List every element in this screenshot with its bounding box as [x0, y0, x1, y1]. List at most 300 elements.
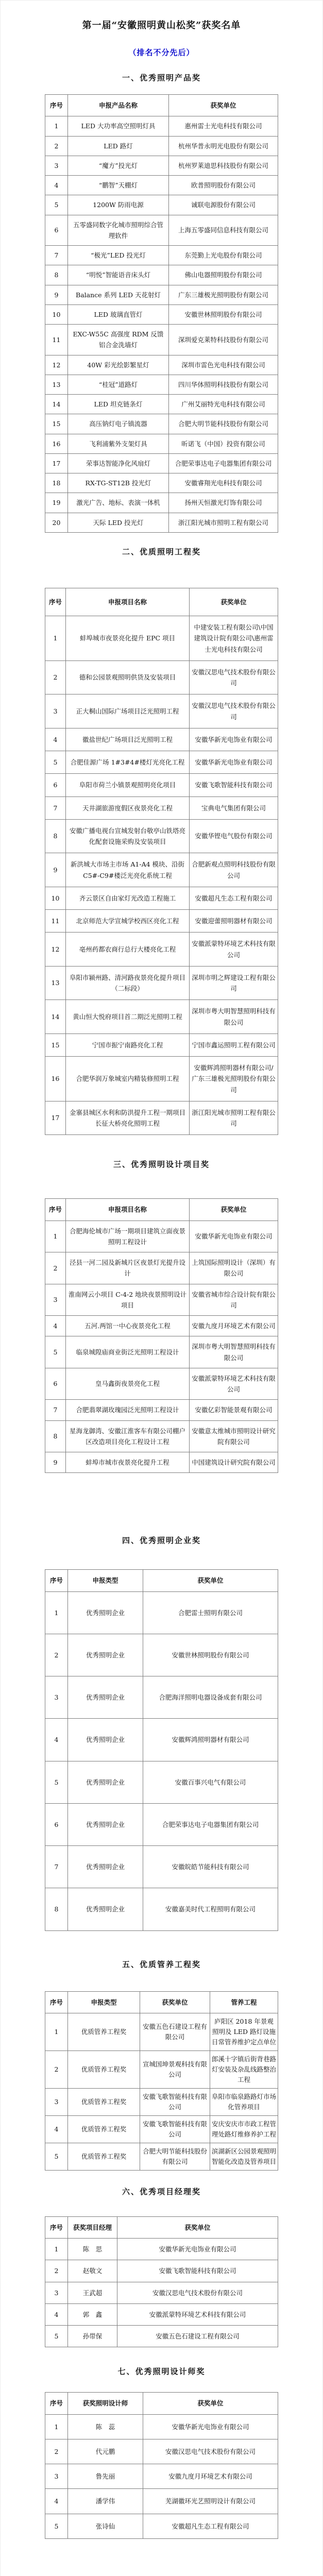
table-row: [45, 751, 278, 774]
table-row: [45, 246, 278, 265]
table-cell: 2: [45, 2439, 68, 2464]
table-cell: 中建安装工程有限公司\中国建筑设计院有限公司\惠州雷士光电科技有限公司: [190, 616, 278, 661]
table-row: [45, 1316, 278, 1336]
table-cell: “魔方”投光灯: [68, 156, 169, 175]
column-header: 获奖单位: [169, 95, 278, 116]
table-cell: “鹏智”天棚灯: [68, 176, 169, 195]
table-row: [45, 2260, 278, 2282]
table-cell: 5: [45, 1336, 66, 1368]
table-cell: 1: [45, 1221, 66, 1252]
table-cell: 陈 思: [68, 2239, 117, 2260]
award-section: [1, 1535, 322, 1930]
table-cell: 安徽五色石建设工程有限公司: [117, 2326, 278, 2347]
table-cell: 安徽九度月环境艺术有限公司: [190, 1316, 278, 1336]
column-header: 获奖单位: [190, 1199, 278, 1221]
table-cell: 2: [45, 2260, 68, 2282]
table-row: [45, 2239, 278, 2260]
table-cell: 2: [45, 2050, 68, 2088]
table-cell: 激光广告、地标、表演一体机: [68, 493, 169, 513]
table-cell: 安徽汉思电气技术股份有限公司: [143, 2439, 278, 2464]
table-cell: 优秀照明企业: [68, 1634, 143, 1676]
table-row: [45, 796, 278, 819]
award-section: [1, 72, 322, 533]
table-cell: 杭州华普永明光电股份有限公司: [169, 136, 278, 156]
table-cell: 合肥雷士照明有限公司: [143, 1591, 278, 1634]
table-row: [45, 2514, 278, 2538]
table-cell: 优秀照明企业: [68, 1888, 143, 1930]
section-heading: 一、优秀照明产品奖: [122, 73, 201, 82]
table-cell: 诚联电源股份有限公司: [169, 195, 278, 215]
table-cell: 阜阳市临泉路路灯市场化管养项目: [210, 2088, 278, 2115]
award-table: [45, 1991, 278, 2171]
table-cell: 优秀照明企业: [68, 1846, 143, 1888]
table-row: [45, 1101, 278, 1135]
table-cell: 2: [45, 660, 66, 694]
table-cell: 17: [45, 453, 68, 473]
table-cell: 3: [45, 2464, 68, 2489]
table-cell: 安徽华铿电气股份有限公司: [190, 819, 278, 853]
table-cell: 佛山电器照明股份有限公司: [169, 265, 278, 285]
table-row: [45, 1284, 278, 1316]
table-cell: EXC-W55C 高强度 RDM 反馈铝合金洗墙灯: [68, 325, 169, 355]
table-row: [45, 1221, 278, 1252]
table-row: [45, 2088, 278, 2115]
table-cell: 合肥翡翠湖玫瑰园泛光照明工程设计: [66, 1400, 190, 1420]
table-cell: 6: [45, 774, 66, 796]
table-row: [45, 1368, 278, 1400]
table-cell: 飞利浦紫外支架灯具: [68, 434, 169, 453]
table-header-row: [45, 588, 278, 616]
table-cell: RX-TG-ST12B 投光灯: [68, 473, 169, 493]
table-cell: 合肥海洋照明电器设备成套有限公司: [143, 1676, 278, 1719]
table-cell: 深圳市粤大明智慧照明科技有限公司: [190, 1000, 278, 1034]
table-row: [45, 414, 278, 434]
column-header: 序号: [45, 588, 66, 616]
table-cell: 优质管养工程奖: [68, 2115, 140, 2143]
table-cell: 五河.两馆一中心夜景亮化工程: [66, 1316, 190, 1336]
table-cell: 宁国市振宁南路亮化工程: [66, 1033, 190, 1056]
table-cell: 金寨县城区水利和防洪提升工程一期项目长征大桥亮化照明工程: [66, 1101, 190, 1135]
column-header: 序号: [45, 2216, 68, 2238]
table-row: [45, 694, 278, 728]
table-cell: 3: [45, 1676, 68, 1719]
table-cell: 13: [45, 375, 68, 394]
award-table: [45, 588, 278, 1136]
table-row: [45, 1634, 278, 1676]
table-cell: 9: [45, 1452, 66, 1473]
table-cell: 合肥大明节能科技股份有限公司: [169, 414, 278, 434]
table-cell: 天井湖旅游度假区夜景亮化工程: [66, 796, 190, 819]
table-cell: LED 玻璃直管灯: [68, 304, 169, 324]
table-cell: 杭州罗莱迪思科技股份有限公司: [169, 156, 278, 175]
column-header: 申报项目名称: [66, 1199, 190, 1221]
column-header: 获奖单位: [190, 588, 278, 616]
table-cell: 芜湖徽环光艺照明设计有限公司: [143, 2489, 278, 2514]
column-header: 获奖照明设计师: [68, 2393, 143, 2414]
table-row: [45, 660, 278, 694]
table-cell: LED 坦克链条灯: [68, 395, 169, 414]
table-cell: 2: [45, 1252, 66, 1284]
table-row: [45, 473, 278, 493]
table-cell: 徽盐世纪广场项目泛光照明工程: [66, 728, 190, 751]
table-cell: 6: [45, 1803, 68, 1845]
table-cell: 蚌埠城市夜景亮化提升 EPC 项目: [66, 616, 190, 661]
table-cell: 上海五零盛同信息科技有限公司: [169, 215, 278, 246]
table-row: [45, 1719, 278, 1761]
table-cell: 安徽汉思电气技术股份有限公司: [190, 694, 278, 728]
table-cell: 合肥大明节能科技股份有限公司: [140, 2143, 210, 2170]
award-table: [45, 94, 278, 533]
table-cell: 5: [45, 2514, 68, 2538]
table-cell: 安徽华新光电饰业有限公司: [190, 751, 278, 774]
table-cell: 代元鹏: [68, 2439, 143, 2464]
table-cell: 优秀照明企业: [68, 1719, 143, 1761]
table-cell: 3: [45, 694, 66, 728]
table-cell: 3: [45, 2088, 68, 2115]
table-cell: 7: [45, 246, 68, 265]
table-cell: 5: [45, 751, 66, 774]
table-cell: 20: [45, 513, 68, 532]
table-cell: LED 大功率高空照明灯具: [68, 116, 169, 136]
table-cell: 浙江阳光城市照明工程有限公司: [169, 513, 278, 532]
section-heading: 七、优秀照明设计师奖: [117, 2367, 206, 2377]
table-cell: 15: [45, 1033, 66, 1056]
table-cell: 10: [45, 887, 66, 909]
table-row: [45, 434, 278, 453]
award-section: [1, 1959, 322, 2171]
table-cell: 安徽华新光电饰业有限公司: [190, 1221, 278, 1252]
table-cell: 1: [45, 116, 68, 136]
section-heading: 四、优秀照明企业奖: [122, 1536, 201, 1546]
award-section: [1, 1159, 322, 1473]
table-cell: 安徽迎蕾照明器材有限公司: [190, 910, 278, 933]
table-row: [45, 910, 278, 933]
table-row: [45, 1888, 278, 1930]
table-cell: 15: [45, 414, 68, 434]
column-header: 序号: [45, 1570, 68, 1591]
table-row: [45, 1846, 278, 1888]
table-cell: 安徽辉鸿照明器材有限公司/广东三雄极光照明股份有限公司: [190, 1057, 278, 1101]
table-cell: 安徽省城市综合设计院有限公司: [190, 1284, 278, 1316]
table-cell: 潘学伟: [68, 2489, 143, 2514]
table-cell: 安徽世林照明股份有限公司: [143, 1634, 278, 1676]
table-row: [45, 176, 278, 195]
award-table: [45, 2392, 278, 2539]
table-cell: 优秀照明企业: [68, 1591, 143, 1634]
table-cell: 郭 鑫: [68, 2303, 117, 2325]
table-row: [45, 616, 278, 661]
table-cell: 安徽华新光电饰业有限公司: [190, 728, 278, 751]
table-cell: 安徽飞歌智能科技有限公司: [190, 774, 278, 796]
table-cell: 郎溪十字镇后街背巷路灯安装及杂乱线路整治工程: [210, 2050, 278, 2088]
table-cell: 2: [45, 136, 68, 156]
table-cell: 9: [45, 853, 66, 887]
table-cell: 安徽亿彩智能景观有限公司: [190, 1400, 278, 1420]
table-row: [45, 2050, 278, 2088]
table-cell: 5: [45, 195, 68, 215]
table-cell: 安徽广播电视台宣城发射台敬亭山铁塔亮化配套设施采购及安装项目: [66, 819, 190, 853]
sections: [1, 72, 322, 2539]
table-cell: 优质管养工程奖: [68, 2013, 140, 2050]
table-cell: 2: [45, 1634, 68, 1676]
table-cell: 8: [45, 265, 68, 285]
section-heading: 三、优秀照明设计项目奖: [113, 1160, 210, 1170]
table-cell: 黄山恒大悦府项目首二期泛光照明工程: [66, 1000, 190, 1034]
award-table: [45, 1198, 278, 1473]
table-cell: 陈 蕊: [68, 2414, 143, 2439]
table-cell: 安徽世林照明股份有限公司: [169, 304, 278, 324]
table-cell: 德和公园景观照明供货及安装项目: [66, 660, 190, 694]
table-row: [45, 116, 278, 136]
table-cell: “极光”LED 投光灯: [68, 246, 169, 265]
award-table: [45, 1569, 278, 1930]
table-cell: 4: [45, 728, 66, 751]
table-cell: 安庆安庆市市政工程管理处路灯维修养护工程: [210, 2115, 278, 2143]
table-row: [45, 493, 278, 513]
table-cell: 安徽意太维城市照明设计研究院有限公司: [190, 1420, 278, 1452]
table-row: [45, 304, 278, 324]
table-row: [45, 265, 278, 285]
table-cell: 阜阳市荷兰小镇景观照明亮化项目: [66, 774, 190, 796]
column-header: 申报项目名称: [66, 588, 190, 616]
table-cell: 深圳市雷色光电科技有限公司: [169, 355, 278, 375]
table-cell: 皇马鑫街夜景亮化工程: [66, 1368, 190, 1400]
table-cell: 新洪城大市场主市场 A1-A4 模块、沿街 C5#-C9#楼泛光亮化系统工程: [66, 853, 190, 887]
section-heading: 二、优质照明工程奖: [122, 547, 201, 556]
table-row: [45, 1252, 278, 1284]
table-cell: 10: [45, 304, 68, 324]
table-row: [45, 1336, 278, 1368]
table-cell: 泾县一河二园及新城片区夜景灯光提升设计: [66, 1252, 190, 1284]
table-cell: 1: [45, 2013, 68, 2050]
table-cell: 赵敬文: [68, 2260, 117, 2282]
table-cell: 安徽超凡生态工程有限公司: [190, 887, 278, 909]
table-row: [45, 355, 278, 375]
table-row: [45, 2439, 278, 2464]
table-cell: 亳州药都农商行总行大楼亮化工程: [66, 933, 190, 967]
table-cell: 安徽华新光电饰业有限公司: [117, 2239, 278, 2260]
column-header: 获奖单位: [117, 2216, 278, 2238]
table-cell: 安徽睿翔光电科技有限公司: [169, 473, 278, 493]
table-header-row: [45, 2216, 278, 2238]
table-row: [45, 853, 278, 887]
table-header-row: [45, 1570, 278, 1591]
table-row: [45, 2303, 278, 2325]
table-cell: 3: [45, 1284, 66, 1316]
table-cell: 临泉城隍庙商业街泛光照明工程设计: [66, 1336, 190, 1368]
table-cell: 齐云景区自由家灯光改造工程施工: [66, 887, 190, 909]
table-cell: 淮南网云小项目 C-4-2 地块夜景照明设计项目: [66, 1284, 190, 1316]
column-header: 序号: [45, 2393, 68, 2414]
table-cell: 星海龙御湾、安徽江淮客车有限公司棚户区改造项目亮化工程设计工程: [66, 1420, 190, 1452]
table-row: [45, 453, 278, 473]
table-row: [45, 2489, 278, 2514]
table-row: [45, 2013, 278, 2050]
table-cell: 7: [45, 796, 66, 819]
table-cell: 14: [45, 395, 68, 414]
table-cell: 五零盛同数字化城市照明综合管理软件: [68, 215, 169, 246]
table-row: [45, 1000, 278, 1034]
table-cell: 张诗仙: [68, 2514, 143, 2538]
table-cell: 合肥华润万象城室内精装修照明工程: [66, 1057, 190, 1101]
column-header: 申报类型: [68, 1991, 140, 2013]
table-row: [45, 2414, 278, 2439]
table-row: [45, 2143, 278, 2170]
column-header: 获奖项目经理: [68, 2216, 117, 2238]
table-cell: 东莞勤上光电股份有限公司: [169, 246, 278, 265]
table-cell: 安徽华新光电饰业有限公司: [143, 2414, 278, 2439]
table-cell: 19: [45, 493, 68, 513]
table-cell: 安徽汉思电气技术股份有限公司: [190, 660, 278, 694]
table-cell: 优质管养工程奖: [68, 2088, 140, 2115]
table-cell: 宣城国坤景观科技有限公司: [140, 2050, 210, 2088]
award-section: [1, 2366, 322, 2539]
table-cell: 11: [45, 910, 66, 933]
table-row: [45, 1033, 278, 1056]
table-cell: 安徽派蒙特环境艺术科技有限公司: [190, 933, 278, 967]
table-cell: 1: [45, 2414, 68, 2439]
table-row: [45, 215, 278, 246]
table-cell: 荣事达智能净化风扇灯: [68, 453, 169, 473]
table-cell: 安徽皖皓节能科技有限公司: [143, 1846, 278, 1888]
table-cell: 蚌埠市城市夜景亮化提升工程: [66, 1452, 190, 1473]
table-row: [45, 774, 278, 796]
table-cell: 安徽汉思电气技术股份有限公司: [117, 2282, 278, 2303]
table-cell: 安徽嘉美时代工程照明有限公司: [143, 1888, 278, 1930]
table-cell: 9: [45, 285, 68, 304]
section-heading: 六、优秀项目经理奖: [122, 2187, 201, 2196]
table-cell: 7: [45, 1846, 68, 1888]
table-row: [45, 2464, 278, 2489]
table-cell: 北京师范大学宣城学校西区亮化工程: [66, 910, 190, 933]
table-cell: 4: [45, 176, 68, 195]
table-cell: 浙江阳光城市照明工程有限公司: [190, 1101, 278, 1135]
table-row: [45, 395, 278, 414]
table-cell: 8: [45, 1888, 68, 1930]
table-cell: 1200W 防雨电源: [68, 195, 169, 215]
table-cell: 16: [45, 1057, 66, 1101]
table-cell: 深圳爱克莱特科技股份有限公司: [169, 325, 278, 355]
table-row: [45, 819, 278, 853]
table-row: [45, 375, 278, 394]
table-cell: 4: [45, 2489, 68, 2514]
table-cell: 6: [45, 1368, 66, 1400]
table-cell: 17: [45, 1101, 66, 1135]
table-cell: 5: [45, 2143, 68, 2170]
table-cell: 安徽派蒙特环境艺术科技有限公司: [117, 2303, 278, 2325]
table-cell: 7: [45, 1400, 66, 1420]
column-header: 管养工程: [210, 1991, 278, 2013]
table-cell: 12: [45, 933, 66, 967]
table-row: [45, 1676, 278, 1719]
table-cell: 合肥荣事达电子电器集团有限公司: [143, 1803, 278, 1845]
table-row: [45, 1420, 278, 1452]
table-row: [45, 1400, 278, 1420]
table-cell: 安徽百事兴电气有限公司: [143, 1761, 278, 1803]
table-cell: 惠州雷士光电科技有限公司: [169, 116, 278, 136]
table-cell: 扬州天恒激光灯饰有限公司: [169, 493, 278, 513]
table-cell: 合肥新观点照明科技股份有限公司: [190, 853, 278, 887]
table-cell: 优质管养工程奖: [68, 2050, 140, 2088]
table-cell: 上筑国际照明设计（深圳）有限公司: [190, 1252, 278, 1284]
column-header: 序号: [45, 1199, 66, 1221]
table-cell: 宁国市鑫运照明工程有限公司: [190, 1033, 278, 1056]
table-cell: 5: [45, 2326, 68, 2347]
table-cell: 14: [45, 1000, 66, 1034]
column-header: 获奖单位: [143, 2393, 278, 2414]
table-cell: 4: [45, 1719, 68, 1761]
table-cell: 滨湖新区公园景观照明智能化改造及管养项目: [210, 2143, 278, 2170]
page-subtitle: （排名不分先后）: [128, 48, 195, 57]
table-cell: 3: [45, 2282, 68, 2303]
table-cell: 安徽九度月环境艺术有限公司: [143, 2464, 278, 2489]
table-cell: 8: [45, 819, 66, 853]
table-cell: 广州艾丽特光电科技有限公司: [169, 395, 278, 414]
table-cell: LED 路灯: [68, 136, 169, 156]
table-row: [45, 1761, 278, 1803]
column-header: 获奖单位: [143, 1570, 278, 1591]
table-header-row: [45, 1991, 278, 2013]
table-cell: 6: [45, 215, 68, 246]
table-cell: 高压钠灯电子镇流器: [68, 414, 169, 434]
table-cell: Balance 系列 LED 天花射灯: [68, 285, 169, 304]
table-cell: 安徽飞歌智能科技有限公司: [117, 2260, 278, 2282]
table-row: [45, 195, 278, 215]
table-row: [45, 1057, 278, 1101]
table-cell: 4: [45, 1316, 66, 1336]
award-section: [1, 546, 322, 1136]
table-cell: 1: [45, 616, 66, 661]
table-cell: 广东三雄极光照明股份有限公司: [169, 285, 278, 304]
table-row: [45, 728, 278, 751]
table-cell: 优质管养工程奖: [68, 2143, 140, 2170]
table-cell: 8: [45, 1420, 66, 1452]
table-cell: 安徽飞歌智能科技有限公司: [140, 2115, 210, 2143]
table-row: [45, 1591, 278, 1634]
page-title: 第一届“安徽照明黄山松奖”获奖名单: [82, 20, 241, 31]
table-row: [45, 1452, 278, 1473]
table-cell: 阜阳市颍州路、清河路夜景亮化提升项目（二标段）: [66, 966, 190, 1000]
table-row: [45, 136, 278, 156]
table-cell: 昕诺飞（中国）投资有限公司: [169, 434, 278, 453]
table-cell: 40W 彩光绘影繁星灯: [68, 355, 169, 375]
table-cell: “桂冠”道路灯: [68, 375, 169, 394]
table-cell: 深圳市明之辉建设工程有限公司: [190, 966, 278, 1000]
table-cell: 11: [45, 325, 68, 355]
table-cell: 四川华体照明科技股份有限公司: [169, 375, 278, 394]
table-row: [45, 1803, 278, 1845]
award-section: [1, 2186, 322, 2348]
table-cell: “明悦”智能语音床头灯: [68, 265, 169, 285]
table-row: [45, 325, 278, 355]
table-cell: 安徽飞歌智能科技有限公司: [140, 2088, 210, 2115]
table-cell: 4: [45, 2115, 68, 2143]
table-row: [45, 966, 278, 1000]
table-cell: 中国建筑设计研究院有限公司: [190, 1452, 278, 1473]
table-cell: 5: [45, 1761, 68, 1803]
column-header: 序号: [45, 1991, 68, 2013]
table-cell: 合肥佳源广场 1#3#4#楼灯光亮化工程: [66, 751, 190, 774]
column-header: 序号: [45, 95, 68, 116]
table-row: [45, 285, 278, 304]
table-cell: 安徽辉鸿照明器材有限公司: [143, 1719, 278, 1761]
table-cell: 庐阳区 2018 年景观照明及 LED 路灯设施日常管养维护定点单位: [210, 2013, 278, 2050]
table-header-row: [45, 95, 278, 116]
table-header-row: [45, 2393, 278, 2414]
table-cell: 优秀照明企业: [68, 1676, 143, 1719]
column-header: 获奖单位: [140, 1991, 210, 2013]
table-row: [45, 2326, 278, 2347]
